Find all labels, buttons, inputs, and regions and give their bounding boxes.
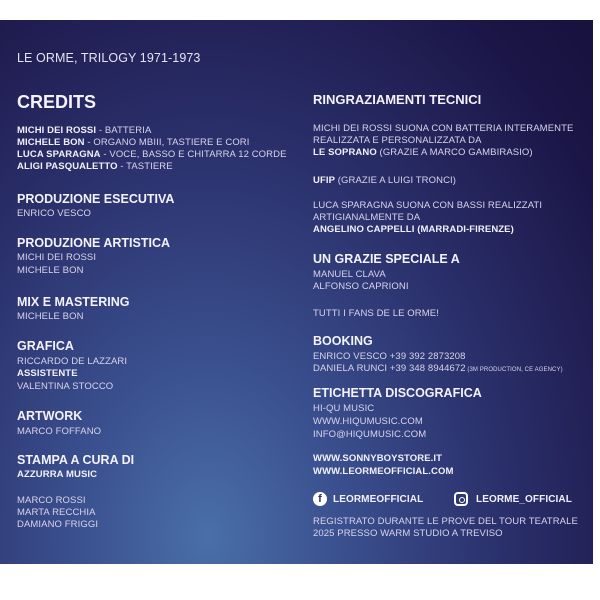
extra-credit-name: MARTA RECCHIA — [17, 507, 96, 518]
produzione-esecutiva-heading: PRODUZIONE ESECUTIVA — [17, 192, 175, 206]
artwork-name: MARCO FOFFANO — [17, 426, 102, 437]
etichetta-email-link[interactable]: INFO@HIQUMUSIC.COM — [313, 429, 427, 440]
ufip-line: UFIP (GRAZIE A LUIGI TRONCI) — [313, 175, 457, 186]
recording-note: REGISTRATO DURANTE LE PROVE DEL TOUR TEATRALE — [313, 516, 578, 527]
facebook-icon[interactable]: f — [313, 492, 327, 506]
grazie-name: ALFONSO CAPRIONI — [313, 281, 409, 292]
etichetta-heading: ETICHETTA DISCOGRAFICA — [313, 386, 482, 400]
credit-line: MICHELE BON - ORGANO MBIII, TASTIERE E CORI — [17, 137, 250, 148]
album-credits-panel — [0, 20, 593, 564]
credit-line: ALIGI PASQUALETTO - TASTIERE — [17, 161, 173, 172]
grazie-name: MANUEL CLAVA — [313, 269, 386, 280]
instagram-icon[interactable] — [454, 492, 468, 506]
ringraziamenti-line: LE SOPRANO (GRAZIE A MARCO GAMBIRASIO) — [313, 147, 533, 158]
recording-note: 2025 PRESSO WARM STUDIO A TREVISO — [313, 528, 503, 539]
fans-line: TUTTI I FANS DE LE ORME! — [313, 308, 439, 319]
etichetta-website-link[interactable]: WWW.HIQUMUSIC.COM — [313, 416, 423, 427]
produzione-artistica-name: MICHELE BON — [17, 265, 84, 276]
ringraziamenti-heading: RINGRAZIAMENTI TECNICI — [313, 92, 482, 107]
facebook-handle[interactable]: LEORMEOFFICIAL — [333, 494, 424, 505]
ringraziamenti-line: REALIZZATA E PERSONALIZZATA DA — [313, 135, 482, 146]
artwork-heading: ARTWORK — [17, 409, 83, 423]
grafica-name: RICCARDO DE LAZZARI — [17, 356, 128, 367]
website-link[interactable]: WWW.LEORMEOFFICIAL.COM — [313, 466, 454, 477]
booking-heading: BOOKING — [313, 334, 373, 348]
booking-contact: ENRICO VESCO +39 392 2873208 — [313, 351, 466, 362]
grazie-speciale-heading: UN GRAZIE SPECIALE A — [313, 252, 460, 266]
grafica-heading: GRAFICA — [17, 339, 74, 353]
bassi-line: LUCA SPARAGNA SUONA CON BASSI REALIZZATI — [313, 200, 543, 211]
extra-credit-name: DAMIANO FRIGGI — [17, 519, 99, 530]
produzione-artistica-name: MICHI DEI ROSSI — [17, 252, 97, 263]
booking-contact: DANIELA RUNCI +39 348 8944672 (3M PRODUCTION, CE AGENCY) — [313, 363, 563, 374]
bassi-line: ARTIGIANALMENTE DA — [313, 212, 421, 223]
etichetta-name: HI-QU MUSIC — [313, 403, 375, 414]
instagram-handle[interactable]: LEORME_OFFICIAL — [476, 494, 572, 505]
ringraziamenti-line: MICHI DEI ROSSI SUONA CON BATTERIA INTERAMENTE — [313, 123, 574, 134]
produzione-artistica-heading: PRODUZIONE ARTISTICA — [17, 236, 171, 250]
credits-heading: CREDITS — [17, 92, 97, 112]
mix-mastering-heading: MIX E MASTERING — [17, 295, 130, 309]
album-title: LE ORME, TRILOGY 1971-1973 — [17, 51, 201, 65]
extra-credit-name: MARCO ROSSI — [17, 495, 86, 506]
assistente-label: ASSISTENTE — [17, 368, 78, 379]
credit-line: MICHI DEI ROSSI - BATTERIA — [17, 125, 152, 136]
stampa-heading: STAMPA A CURA DI — [17, 453, 135, 467]
grafica-assistant-name: VALENTINA STOCCO — [17, 381, 114, 392]
website-link[interactable]: WWW.SONNYBOYSTORE.IT — [313, 453, 443, 464]
bassi-maker: ANGELINO CAPPELLI (MARRADI-FIRENZE) — [313, 224, 514, 235]
produzione-esecutiva-name: ENRICO VESCO — [17, 208, 92, 219]
credit-line: LUCA SPARAGNA - VOCE, BASSO E CHITARRA 12 CORDE — [17, 149, 287, 160]
stampa-name: AZZURRA MUSIC — [17, 469, 98, 480]
mix-mastering-name: MICHELE BON — [17, 311, 84, 322]
